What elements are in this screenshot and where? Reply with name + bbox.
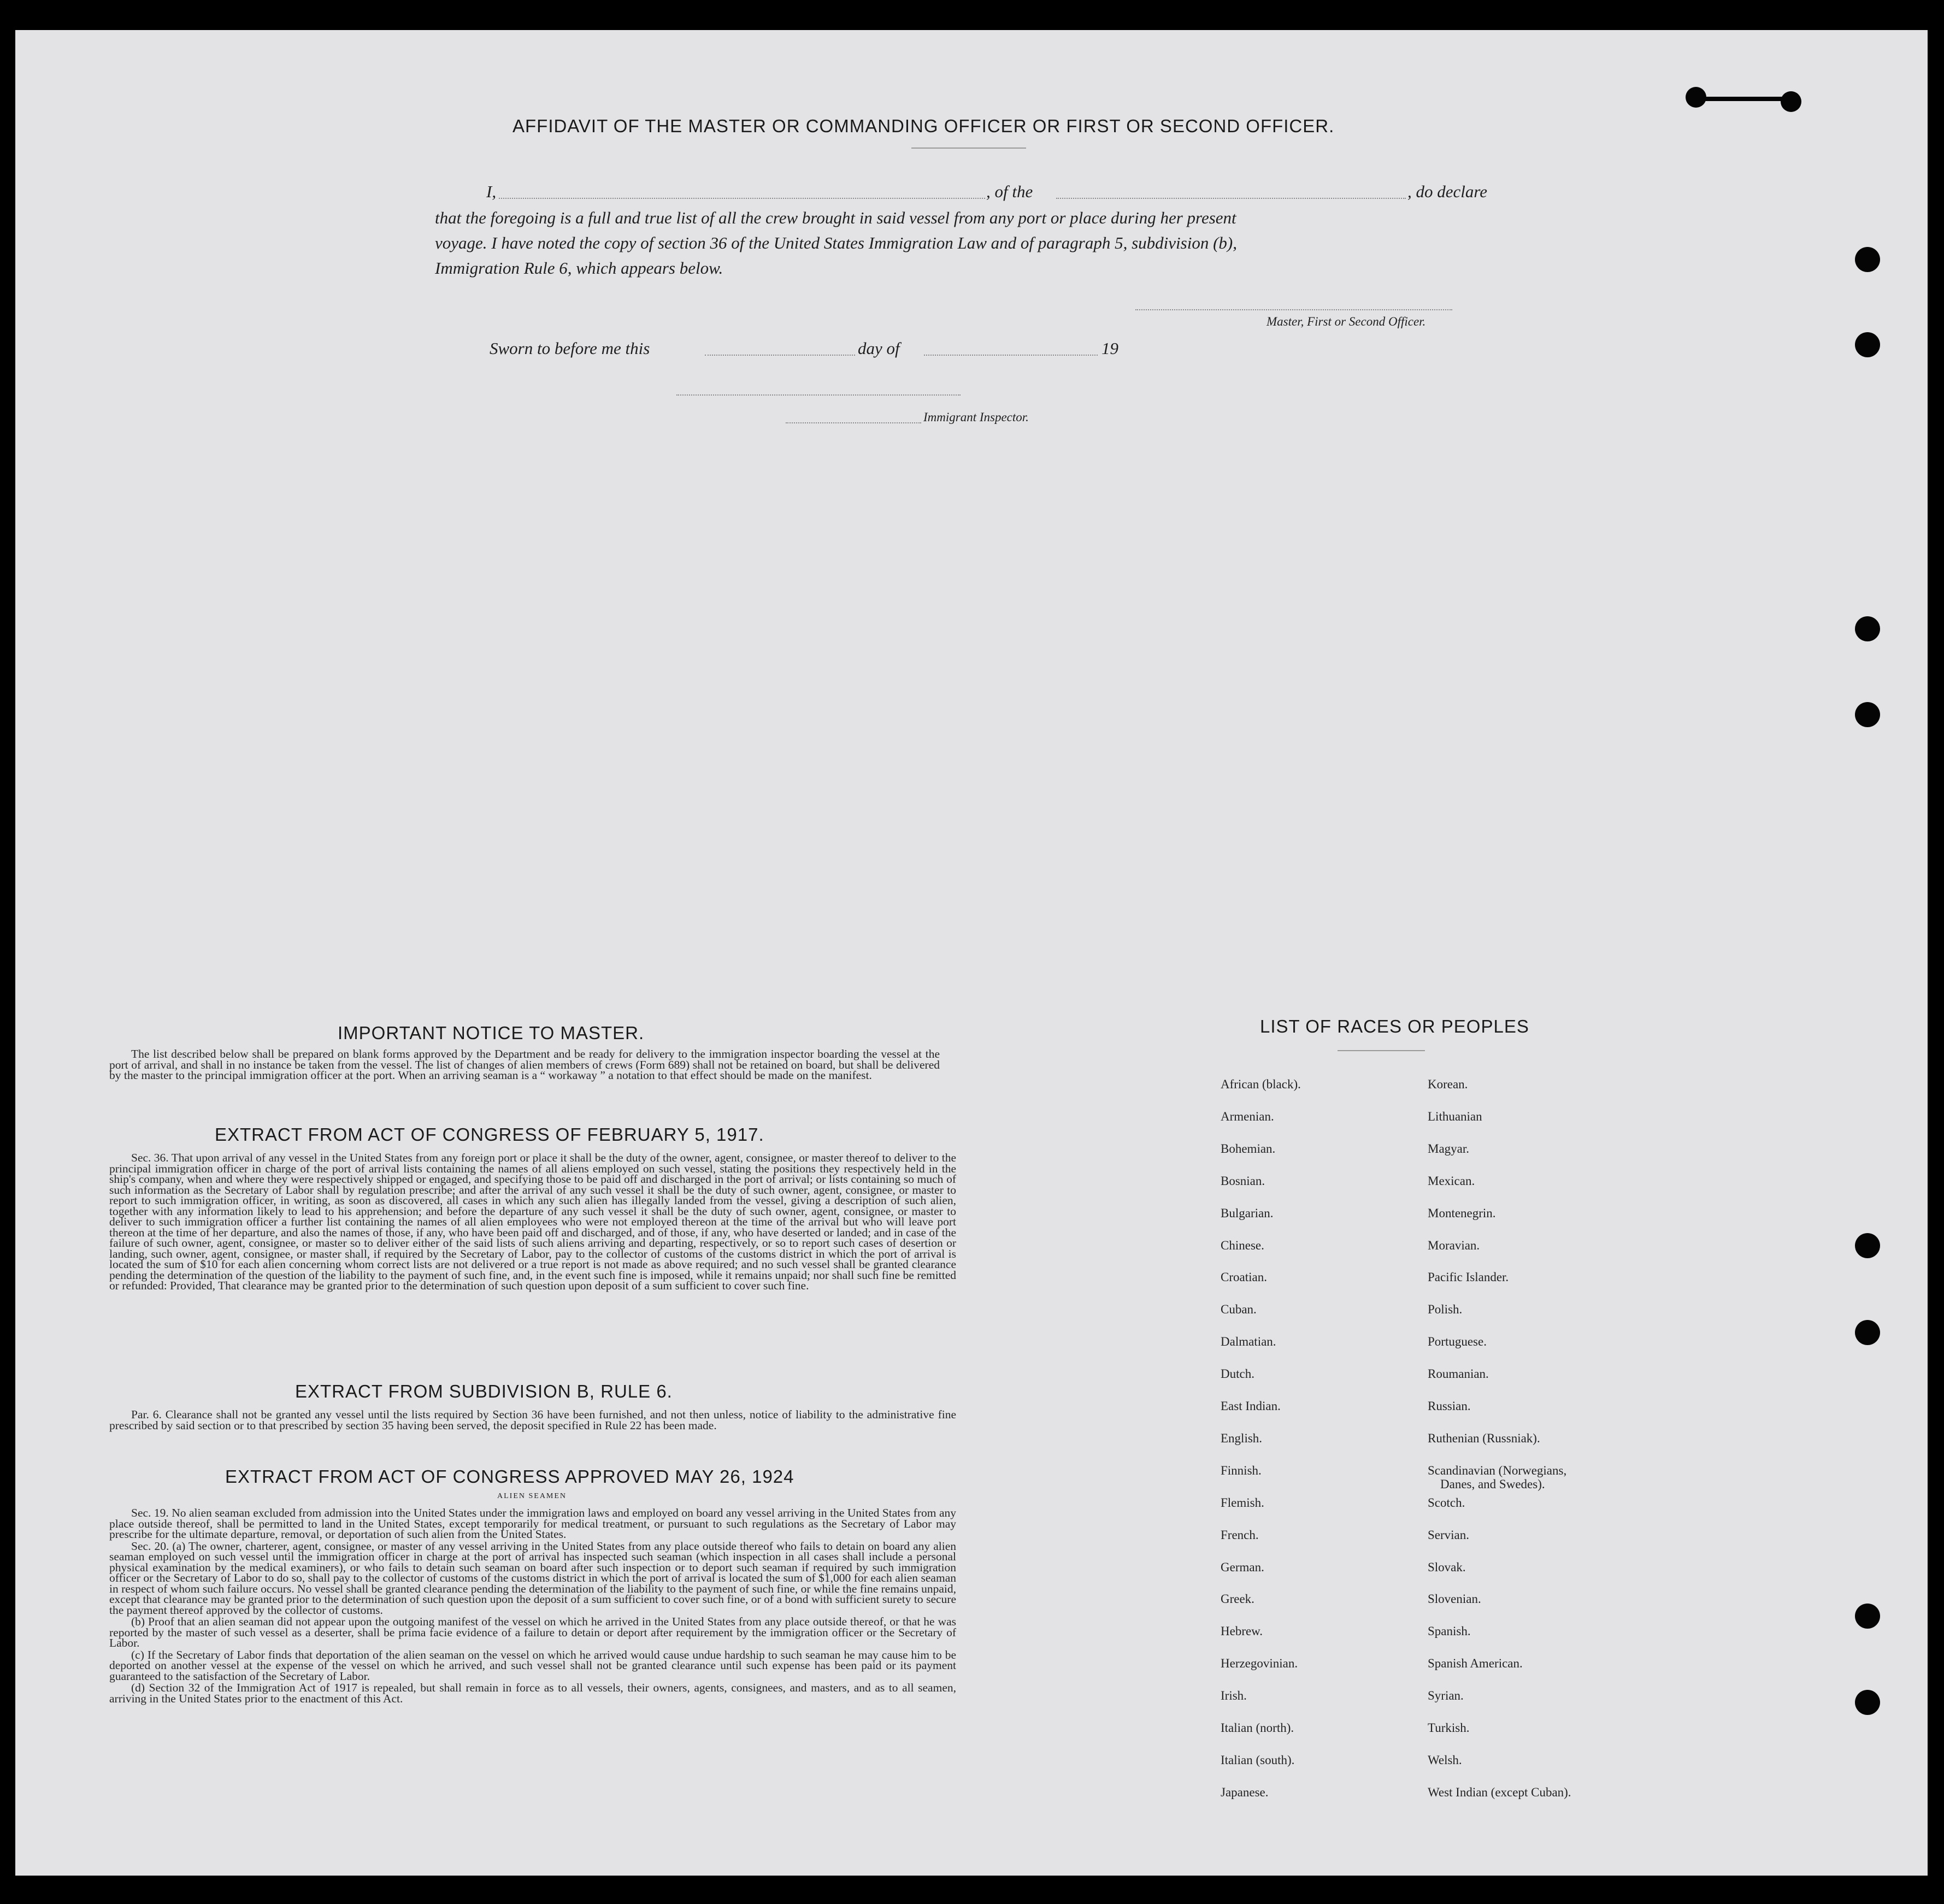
race-right-item: Moravian. [1428,1238,1480,1252]
rule6-text [109,1410,956,1432]
notice-title: IMPORTANT NOTICE TO MASTER. [338,1023,645,1043]
race-right-item: Montenegrin. [1428,1206,1496,1220]
sec19-paragraph: Sec. 19. No alien seaman excluded from admission into the United States under the immigration laws and employed on board any vessel arriving in the United States from any place outside thereof, shall be permitted to land in the United States, except temporarily for medical treatment, or pursuant to such regulations as the Secretary of Labor may prescribe for the ultimate departure, removal, or deportation of such alien from the United States. [109,1506,956,1541]
sec20a-paragraph: Sec. 20. (a) The owner, charterer, agent, consignee, or master of any vessel arriving in the United States from any place outside thereof who fails to detain on board any alien seaman employed on such vessel until the immigration officer in charge at the port of arrival has inspected such seaman (which inspection in all cases shall include a personal physical examination by the medical examiners), or who fails to detain such seaman on board after such inspection or to deport such seaman if required by such immigration officer or the Secretary of Labor to do so, shall pay to the collector of customs of the customs district in which the port of arrival is located the sum of $1,000 for each alien seaman in respect of whom such failure occurs. No vessel shall be granted clearance pending the determination of the liability to the payment of such fine, or while the fine remains unpaid, except that clearance may be granted prior to the determination of such question upon the deposit of a sum sufficient to cover such fine, or of a bond with sufficient surety to secure the payment thereof approved by the collector of customs. [109,1539,956,1617]
punch-hole [1855,332,1880,357]
extract-1924-title: EXTRACT FROM ACT OF CONGRESS APPROVED MAY 26, 1924 [225,1466,794,1487]
race-right-item: Welsh. [1428,1753,1462,1767]
race-right-item: Pacific Islander. [1428,1270,1509,1284]
race-left-item: Herzegovinian. [1221,1657,1298,1671]
race-left-item: African (black). [1221,1077,1301,1091]
race-left-item: Hebrew. [1221,1624,1263,1638]
notice-paragraph: The list described below shall be prepared on blank forms approved by the Department and be ready for delivery to the immigration inspector boarding the vessel at the port of arrival, and shall in no instance be taken from the vessel. The list of changes of alien members of crews (Form 689) shall not be retained on board, but shall be delivered by the master to the principal immigration officer at the port. When an arriving seaman is a “ workaway ” a notation to that effect should be made on the manifest. [109,1047,940,1082]
name-blank [499,198,985,199]
sec20d-paragraph: (d) Section 32 of the Immigration Act of 1917 is repealed, but shall remain in force as to all vessels, their owners, agents, consignees, and masters, and as to all seamen, arriving in the United States prior to the enactment of this Act. [109,1681,956,1705]
race-right-item: Scandinavian (Norwegians, Danes, and Swedes). [1428,1463,1567,1491]
race-right-item: Korean. [1428,1077,1468,1091]
sec20c-paragraph: (c) If the Secretary of Labor finds that deportation of the alien seaman on the vessel on which he arrived would cause undue hardship to such seaman he may cause him to be deported on another vessel at the expense of the vessel on which he arrived, and such vessel shall not be granted clearance until such expense has been paid or its payment guaranteed to the satisfaction of the Secretary of Labor. [109,1648,956,1683]
affidavit-line-3: Immigration Rule 6, which appears below. [435,258,723,278]
title-underline [911,148,1026,149]
race-left-item: German. [1221,1560,1264,1574]
extract-1924-text [109,1508,956,1705]
race-left-item: East Indian. [1221,1399,1281,1413]
punch-hole [1855,702,1880,727]
race-left-item: Cuban. [1221,1302,1257,1317]
race-right-item: Slovak. [1428,1560,1466,1574]
punch-hole [1855,247,1880,272]
rule6-paragraph: Par. 6. Clearance shall not be granted any vessel until the lists required by Section 36 have been furnished, and not then unless, notice of liability to the administrative fine prescribed by said section or to that prescribed by section 35 having been served, the deposit specified in Rule 22 has been made. [109,1408,956,1432]
rule6-title: EXTRACT FROM SUBDIVISION B, RULE 6. [295,1381,673,1401]
race-left-item: Greek. [1221,1592,1254,1606]
race-left-item: Dalmatian. [1221,1335,1276,1349]
race-right-item: Spanish American. [1428,1657,1523,1671]
race-left-item: Japanese. [1221,1785,1269,1799]
punch-hole [1855,1690,1880,1715]
sec20b-paragraph: (b) Proof that an alien seaman did not appear upon the outgoing manifest of the vessel on which he arrived in the United States from any place outside thereof, or that he was reported by the master of such vessel as a deserter, shall be prima facie evidence of a failure to detain or deport after requirement by the immigration officer or the Secretary of Labor. [109,1615,956,1649]
race-left-item: French. [1221,1528,1259,1542]
extract-1917-text [109,1153,956,1293]
document-page [15,30,1928,1876]
race-left-item: Croatian. [1221,1270,1267,1284]
affidavit-do-declare: , do declare [1407,182,1488,201]
race-left-item: Italian (north). [1221,1721,1294,1735]
notice-text [109,1049,940,1082]
race-left-item: Dutch. [1221,1367,1254,1381]
signature-line [1135,309,1452,310]
punch-hole [1855,616,1880,641]
race-left-item: Irish. [1221,1689,1247,1703]
extract-1917-paragraph: Sec. 36. That upon arrival of any vessel in the United States from any foreign port or place it shall be the duty of the owner, agent, consignee, or master thereof to deliver to the principal immigration officer in charge of the port of arrival lists containing the names of all aliens employed on such vessel, stating the positions they respectively held in the ship's company, when and where they were respectively shipped or engaged, and specifying those to be paid off and discharged in the port of arrival; or lists containing so much of such information as the Secretary of Labor shall by regulation prescribe; and after the arrival of any such vessel it shall be the duty of such owner, agent, consignee, or master to report to such immigration officer, in writing, as soon as discovered, all cases in which any such alien has illegally landed from the vessel, giving a description of such alien, together with any information likely to lead to his apprehension; and before the departure of any such vessel it shall be the duty of such owner, agent, consignee, or master to deliver to such immigration officer a further list containing the names of all alien employees who were not employed thereon at the time of the arrival but who will leave port thereon at the time of her departure, and also the names of those, if any, who have been paid off and discharged, and of those, if any, who have deserted or landed; and in case of the failure of such owner, agent, consignee, or master so to deliver either of the said lists of such aliens arriving and departing, respectively, or so to report such cases of desertion or landing, such owner, agent, consignee, or master shall, if required by the Secretary of Labor, pay to the collector of customs of the customs district in which the port of arrival is located the sum of $10 for each alien concerning whom correct lists are not delivered or a true report is not made as above required; and no such vessel shall be granted clearance pending the determination of the question of the liability to the payment of such fine, and, in the event such fine is imposed, while it remains unpaid; nor shall such fine be remitted or refunded: Provided, That clearance may be granted prior to the determination of such question upon deposit of a sum sufficient to cover such fine. [109,1151,956,1292]
affidavit-title: AFFIDAVIT OF THE MASTER OR COMMANDING OFFICER OR FIRST OR SECOND OFFICER. [512,116,1335,136]
inspector-line-2 [786,422,921,423]
affidavit-line-1: that the foregoing is a full and true list of all the crew brought in said vessel from any port or place during her present [435,208,1236,227]
race-left-item: English. [1221,1431,1263,1445]
inspector-label: Immigrant Inspector. [923,410,1029,424]
race-right-item: Mexican. [1428,1174,1475,1188]
vessel-blank [1056,198,1406,199]
races-title-underline [1338,1050,1425,1051]
punch-hole [1855,1320,1880,1345]
signature-label: Master, First or Second Officer. [1266,315,1426,328]
sworn-label: Sworn to before me this [490,339,650,358]
punch-hole [1781,91,1801,112]
sworn-month-blank [924,355,1098,356]
race-left-item: Bohemian. [1221,1141,1276,1156]
race-left-item: Italian (south). [1221,1753,1295,1767]
affidavit-of-the: , of the [986,182,1033,201]
punch-hole [1855,1233,1880,1258]
race-right-item: Syrian. [1428,1689,1464,1703]
race-left-item: Bulgarian. [1221,1206,1274,1220]
race-right-item: Roumanian. [1428,1367,1489,1381]
race-right-item: Slovenian. [1428,1592,1481,1606]
race-right-item: Ruthenian (Russniak). [1428,1431,1540,1445]
race-left-item: Bosnian. [1221,1174,1265,1188]
day-of-label: day of [858,339,900,358]
race-right-item: Portuguese. [1428,1335,1487,1349]
race-left-item: Armenian. [1221,1109,1274,1123]
race-right-item: West Indian (except Cuban). [1428,1785,1571,1799]
race-right-item: Magyar. [1428,1141,1470,1156]
ink-mark [1704,97,1786,101]
race-left-item: Chinese. [1221,1238,1264,1252]
inspector-line [676,394,961,396]
punch-hole [1855,1604,1880,1629]
race-left-item: Flemish. [1221,1495,1264,1510]
race-right-item: Russian. [1428,1399,1471,1413]
extract-1924-subtitle: ALIEN SEAMEN [497,1492,567,1500]
race-right-item: Scotch. [1428,1495,1465,1510]
race-right-item: Servian. [1428,1528,1470,1542]
year-label: 19 [1101,339,1118,358]
races-title: LIST OF RACES OR PEOPLES [1260,1016,1529,1036]
race-right-item: Spanish. [1428,1624,1471,1638]
affidavit-line-2: voyage. I have noted the copy of section 36 of the United States Immigration Law and of paragraph 5, subdivision (b), [435,233,1237,252]
sworn-day-blank [705,355,855,356]
race-left-item: Finnish. [1221,1463,1262,1477]
race-right-item: Polish. [1428,1302,1463,1317]
extract-1917-title: EXTRACT FROM ACT OF CONGRESS OF FEBRUARY 5, 1917. [215,1124,764,1145]
race-right-item: Lithuanian [1428,1109,1482,1123]
affidavit-i-label: I, [486,182,497,201]
race-right-item: Turkish. [1428,1721,1470,1735]
